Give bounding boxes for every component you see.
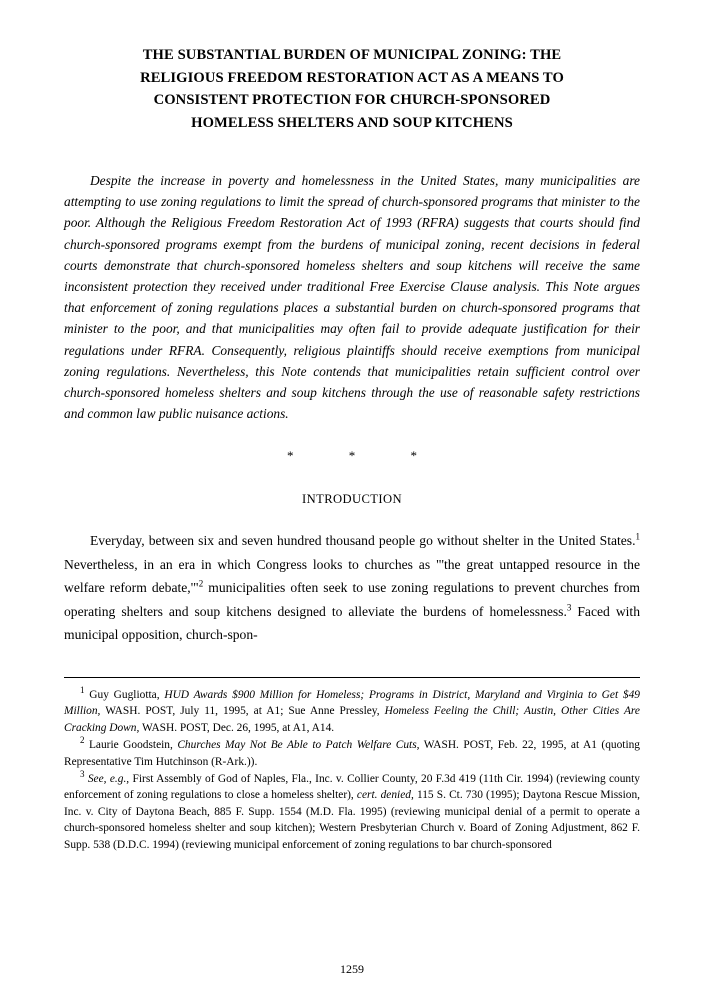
footnote-text-segment: Dec. 26, 1995, at A1, A14. [209, 721, 335, 734]
footnote-item [64, 687, 640, 736]
page-number: 1259 [340, 962, 364, 976]
intro-segment-4: Faced with municipal opposition, church-spon- [64, 603, 640, 643]
title-line-1: THE SUBSTANTIAL BURDEN OF MUNICIPAL ZONING: THE [142, 47, 562, 63]
footnote-text-segment: First Assembly of God of Naples, Fla., Inc. v. Collier County, 20 F.3d 419 (11th Cir. 1994) (reviewing county enforcement of zoning regulations to close a homeless shelter), [64, 772, 640, 802]
section-heading-introduction: INTRODUCTION [302, 492, 402, 507]
title-line-2: RELIGIOUS FREEDOM RESTORATION ACT AS A MEANS TO [140, 69, 564, 86]
footnote-text-segment: WASH. POST, [419, 739, 494, 752]
page-title [72, 44, 632, 134]
footnote-text-segment: July 11, 1995, at A1; Sue Anne Pressley, [175, 705, 385, 718]
footnote-text-segment: HUD Awards $900 Million for Homeless; Programs in District, Maryland and Virginia to Get $49 Million, [64, 688, 640, 718]
footnote-ref-2[interactable]: 2 [198, 578, 204, 589]
footnote-text-segment: See, e.g., [84, 772, 130, 785]
title-line-3: CONSISTENT PROTECTION FOR CHURCH-SPONSORED [153, 92, 551, 108]
footnote-text-segment: Guy Gugliotta, [84, 688, 165, 701]
footnote-item [64, 737, 640, 770]
footnote-text-segment: Feb. 22, 1995, at A1 (quoting Representative Tim Hutchinson (R-Ark.)). [64, 739, 640, 768]
footnotes-section [64, 687, 640, 853]
footnote-text-segment: 115 S. Ct. 730 (1995); Daytona Rescue Mission, Inc. v. City of Daytona Beach, 885 F. Supp. 1554 (M.D. Fla. 1995) (reviewing municipal denial of a permit to operate a church-sponsored homeless shelter and soup kitchen); Western Presbyterian Church v. Board of Zoning Adjustment, 862 F. Supp. 538 (D.D.C. 1994) (reviewing municipal enforcement of zoning regulations to bar church-sponsored [64, 789, 640, 851]
intro-segment-1: Everyday, between six and seven hundred thousand people go without shelter in the United States. [90, 533, 636, 549]
footnote-divider [64, 677, 640, 678]
footnote-marker: 3 [80, 769, 85, 780]
intro-segment-3: municipalities often seek to use zoning regulations to prevent churches from operating shelters and soup kitchens designed to alleviate the burdens of homelessness. [64, 580, 640, 619]
footnote-marker: 1 [80, 685, 85, 696]
footnote-item [64, 771, 640, 853]
introduction-paragraph [64, 529, 640, 647]
abstract [64, 170, 640, 424]
footnote-marker: 2 [80, 735, 85, 746]
abstract-text: Despite the increase in poverty and homelessness in the United States, many municipalities are attempting to use zoning regulations to limit the spread of church-sponsored programs that minister to the poor. Although the Religious Freedom Restoration Act of 1993 (RFRA) suggests that courts should find church-sponsored programs exempt from the burdens of municipal zoning, recent decisions in federal courts demonstrate that church-sponsored homeless shelters and soup kitchens will receive the same inconsistent protection they received under traditional Free Exercise Clause analysis. This Note argues that enforcement of zoning regulations places a substantial burden on church-sponsored programs that minister to the poor, and that municipalities may often fail to provide adequate justification for their regulations under RFRA. Consequently, religious plaintiffs should receive exemptions from municipal zoning regulations. Nevertheless, this Note contends that municipalities retain sufficient control over church-sponsored homeless shelters and soup kitchens through the use of reasonable safety restrictions and common law public nuisance actions. [64, 173, 640, 422]
footnote-text-segment: Churches May Not Be Able to Patch Welfare Cuts, [177, 739, 420, 752]
footnote-text-segment: Laurie Goodstein, [84, 739, 178, 752]
footnote-text-segment: cert. denied, [356, 789, 414, 802]
footnote-ref-3[interactable]: 3 [566, 602, 572, 613]
intro-segment-2: Nevertheless, in an era in which Congress looks to churches as "'the great untapped resource in the welfare reform debate,'" [64, 556, 640, 596]
star-divider: * * * [287, 448, 443, 464]
footnote-text-segment: WASH. POST, [139, 721, 210, 734]
footnote-text-segment: Homeless Feeling the Chill; Austin, Other Cities Are Cracking Down, [64, 705, 640, 734]
introduction-body [64, 529, 640, 647]
footnote-ref-1[interactable]: 1 [635, 531, 640, 542]
footnote-text-segment: WASH. POST, [100, 705, 176, 718]
title-line-4: HOMELESS SHELTERS AND SOUP KITCHENS [191, 114, 513, 131]
